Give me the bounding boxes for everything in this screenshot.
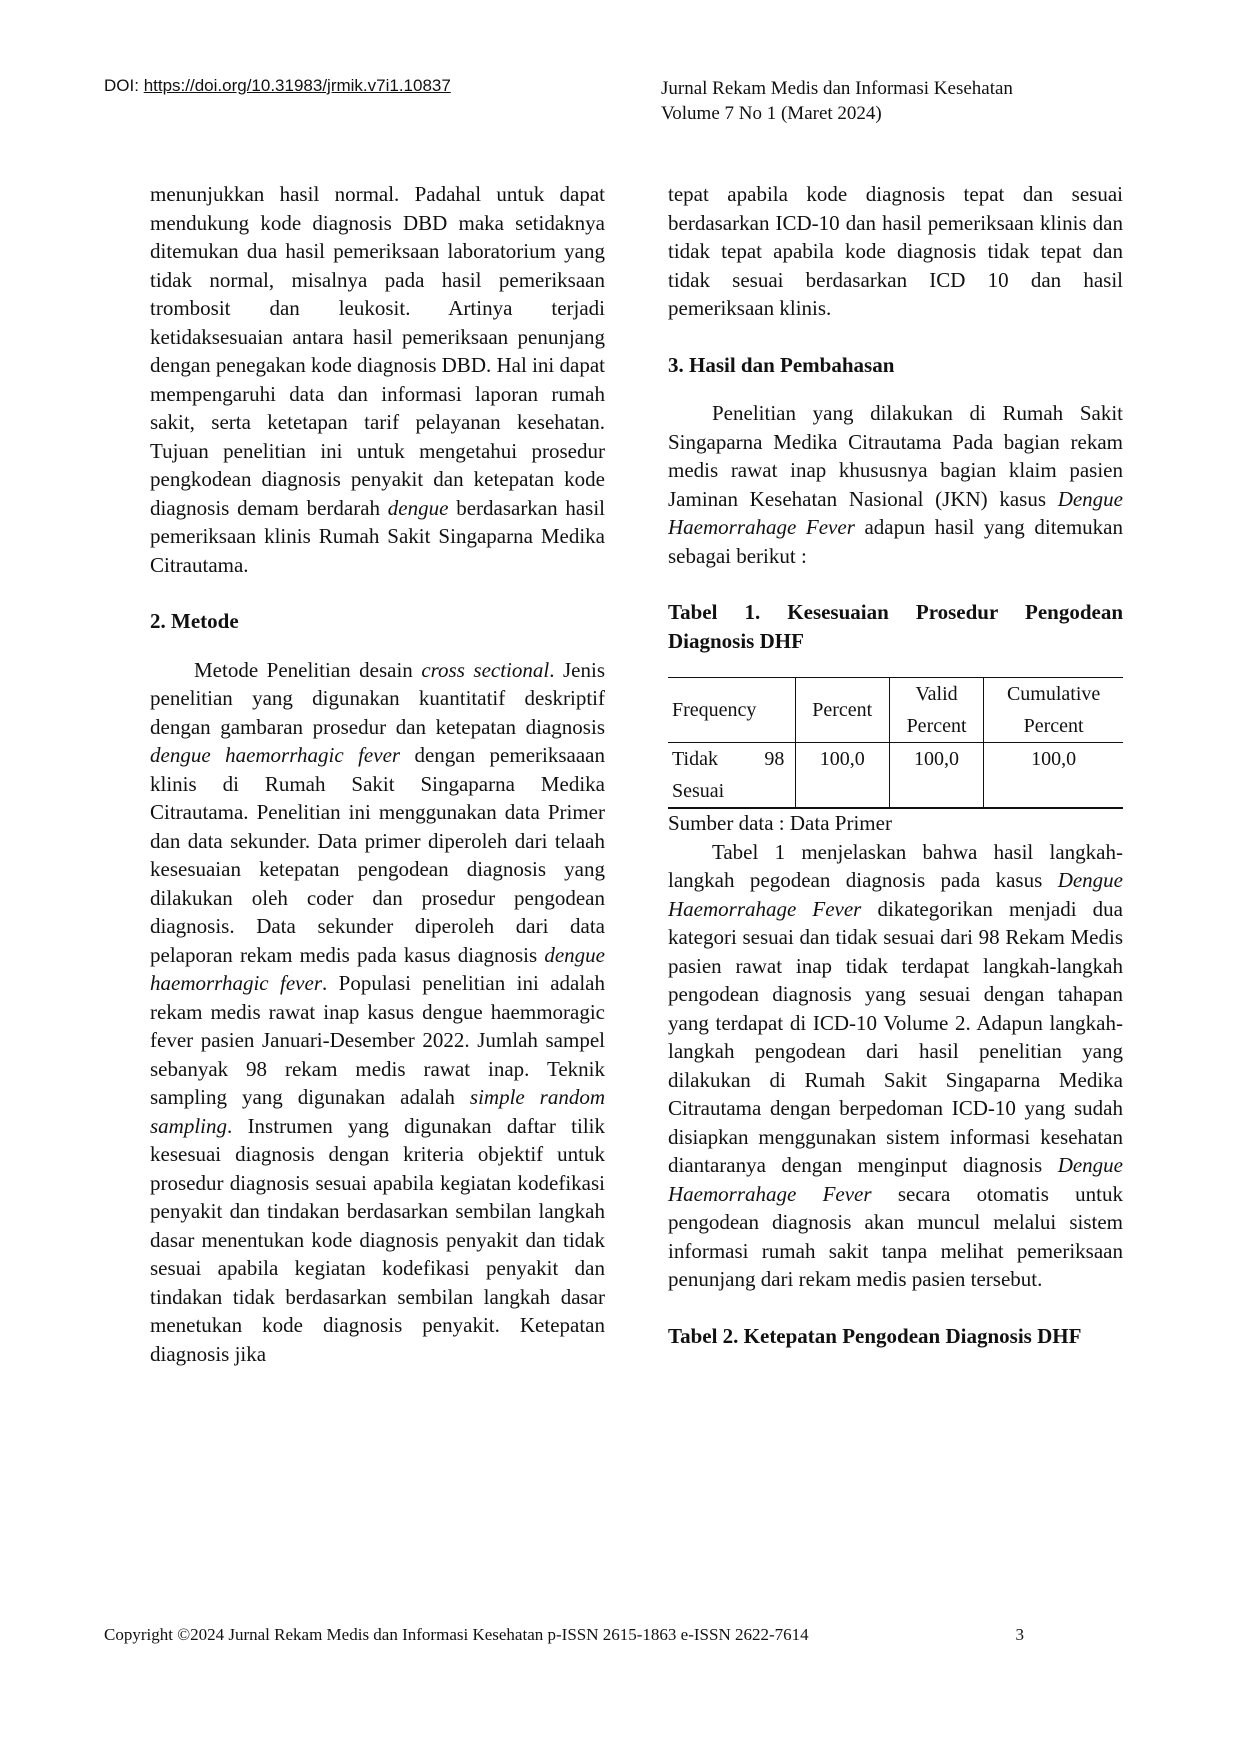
table1-header-cumulative: Cumulative [984, 678, 1123, 711]
table1-discussion: Tabel 1 menjelaskan bahwa hasil langkah-langkah pegodean diagnosis pada kasus Dengue Haemorrahage Fever dikategorikan menjadi dua kategori sesuai dan tidak sesuai dari 98 Rekam Medis pasien rawat inap tidak terdapat langkah-langkah pengodean diagnosis yang sesuai dengan tahapan yang terdapat di ICD-10 Volume 2. Adapun langkah-langkah pengodean dari hasil penelitian yang dilakukan di Rumah Sakit Singaparna Medika Citrautama dengan berpedoman ICD-10 yang sudah disiapkan menggunakan sistem informasi kesehatan diantaranya dengan menginput diagnosis Dengue Haemorrahage Fever secara otomatis untuk pengodean diagnosis akan muncul melalui sistem informasi rumah sakit tanpa melihat pemeriksaan penunjang dari rekam medis pasien tersebut. [668, 839, 1124, 1291]
intro-paragraph: menunjukkan hasil normal. Padahal untuk dapat mendukung kode diagnosis DBD maka setidaknya ditemukan dua hasil pemeriksaan laboratorium yang tidak normal, misalnya pada hasil pemeriksaan trombosit dan leukosit. Artinya terjadi ketidaksesuaian antara hasil pemeriksaan penunjang dengan penegakan kode diagnosis DBD. Hal ini dapat mempengaruhi data dan informasi laporan rumah sakit, serta ketetapan tarif pelayanan kesehatan. Tujuan penelitian ini untuk mengetahui prosedur pengkodean diagnosis penyakit dan ketepatan kode diagnosis demam berdarah dengue berdasarkan hasil pemeriksaan klinis Rumah Sakit Singaparna Medika Citrautama. [150, 182, 606, 577]
doi-label: DOI: [104, 76, 139, 95]
page-number: 3 [1015, 1625, 1024, 1644]
journal-volume: Volume 7 No 1 (Maret 2024) [661, 103, 882, 124]
table1 [668, 677, 1123, 809]
hasil-paragraph: Penelitian yang dilakukan di Rumah Sakit Singaparna Medika Citrautama Pada bagian rekam medis rawat inap khususnya bagian klaim pasien Jaminan Kesehatan Nasional (JKN) kasus Dengue Haemorrahage Fever adapun hasil yang ditemukan sebagai berikut : [668, 401, 1124, 568]
doi-link[interactable]: https://doi.org/10.31983/jrmik.v7i1.10837 [143, 76, 451, 95]
table1-header-valid: Valid [889, 678, 983, 711]
section-heading-metode: 2. Metode [150, 609, 239, 633]
continued-paragraph: tepat apabila kode diagnosis tepat dan sesuai berdasarkan ICD-10 dan hasil pemeriksaan klinis dan tidak tepat apabila kode diagnosis tidak tepat dan tidak sesuai berdasarkan ICD 10 dan hasil pemeriksaan klinis. [668, 182, 1123, 320]
journal-name: Jurnal Rekam Medis dan Informasi Kesehatan [661, 78, 1013, 99]
table1-header-valid-2: Percent [889, 710, 983, 743]
right-column [668, 180, 1123, 1350]
table1-header-percent: Percent [795, 678, 889, 743]
table1-row-percent: 100,0 [795, 743, 889, 809]
table1-header-cumulative-2: Percent [1023, 715, 1084, 737]
table2-caption: Tabel 2. Ketepatan Pengodean Diagnosis DHF [668, 1323, 1082, 1348]
table1-row-frequency: 98 [754, 743, 795, 809]
table1-caption: Tabel 1. Kesesuaian Prosedur Pengodean Diagnosis DHF [668, 600, 1123, 653]
journal-header [661, 76, 1013, 126]
doi-line [104, 76, 451, 96]
table-row [668, 743, 1123, 809]
table1-source: Sumber data : Data Primer [668, 811, 892, 835]
copyright-text: Copyright ©2024 Jurnal Rekam Medis dan Informasi Kesehatan p-ISSN 2615-1863 e-ISSN 2622-7614 [104, 1625, 809, 1644]
table1-row-label: Tidak Sesuai [668, 743, 754, 809]
table1-row-cumulative: 100,0 [984, 743, 1123, 809]
section-heading-hasil: 3. Hasil dan Pembahasan [668, 352, 895, 377]
metode-paragraph: Metode Penelitian desain cross sectional. Jenis penelitian yang digunakan kuantitatif deskriptif dengan gambaran prosedur dan ketepatan diagnosis dengue haemorrhagic fever dengan pemeriksaaan klinis di Rumah Sakit Singaparna Medika Citrautama. Penelitian ini menggunakan data Primer dan data sekunder. Data primer diperoleh dari telaah kesesuaian ketepatan pengodean diagnosis yang dilakukan oleh coder dan prosedur pengodean diagnosis. Data sekunder diperoleh dari data pelaporan rekam medis pada kasus diagnosis dengue haemorrhagic fever. Populasi penelitian ini adalah rekam medis rawat inap kasus dengue haemmoragic fever pasien Januari-Desember 2022. Jumlah sampel sebanyak 98 rekam medis rawat inap. Teknik sampling yang digunakan adalah simple random sampling. Instrumen yang digunakan daftar tilik kesesuai diagnosis dengan kriteria objektif untuk prosedur diagnosis sesuai apabila kegiatan kodefikasi penyakit dan tindakan berdasarkan sembilan langkah dasar menentukan kode diagnosis penyakit dan tidak sesuai apabila kegiatan kodefikasi penyakit dan tindakan tidak berdasarkan sembilan langkah dasar menetukan kode diagnosis penyakit. Ketepatan diagnosis jika [150, 657, 606, 1366]
left-column [150, 180, 605, 1368]
page-footer [104, 1625, 1024, 1645]
table1-header-frequency: Frequency [668, 678, 795, 743]
table1-row-valid: 100,0 [889, 743, 983, 809]
